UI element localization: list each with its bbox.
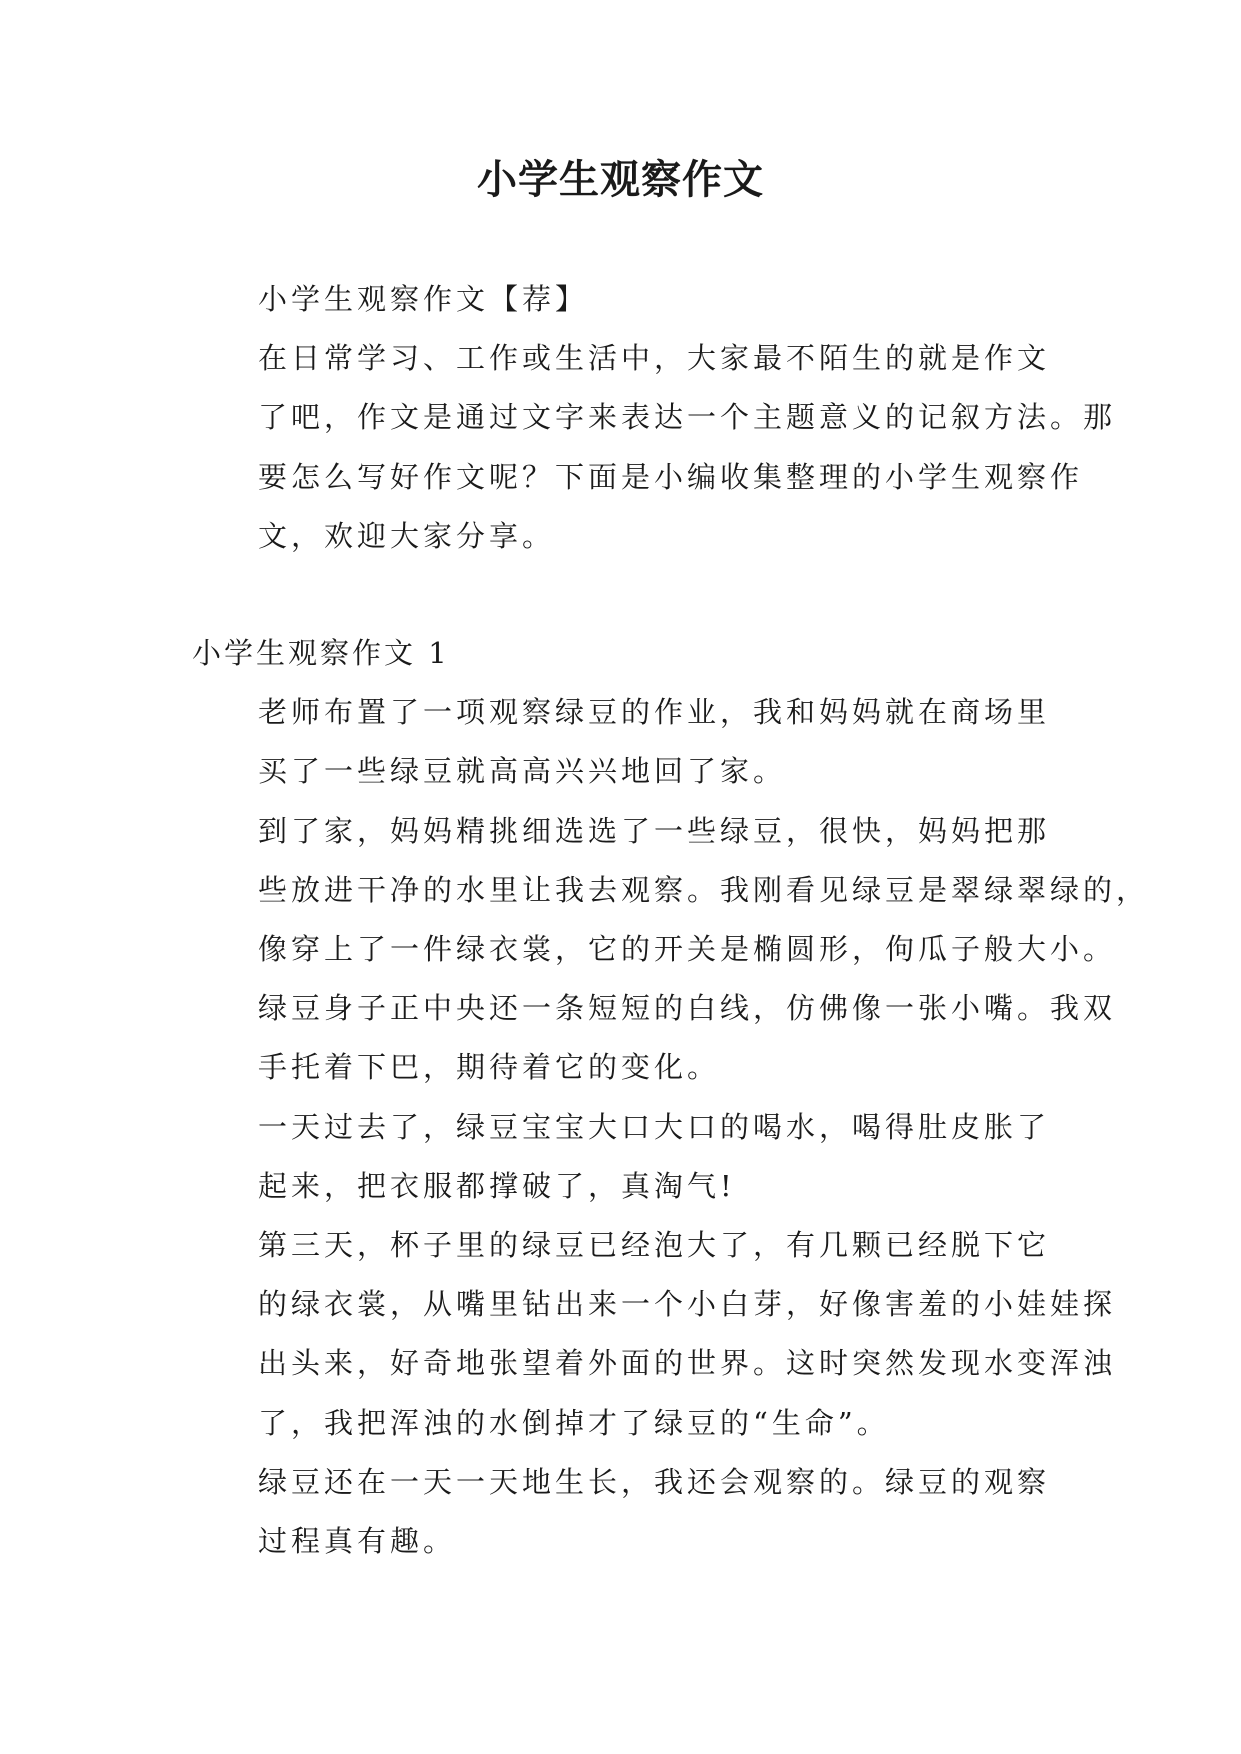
section-heading: 小学生观察作文 1 [192, 636, 450, 671]
text-line: 在日常学习、工作或生活中，大家最不陌生的就是作文 [258, 341, 1051, 376]
text-line: 像穿上了一件绿衣裳，它的开关是椭圆形，佝瓜子般大小。 [258, 932, 1117, 967]
text-line: 一天过去了，绿豆宝宝大口大口的喝水，喝得肚皮胀了 [258, 1109, 1051, 1144]
text-line: 的绿衣裳，从嘴里钻出来一个小白芽，好像害羞的小娃娃探 [258, 1287, 1117, 1322]
text-line: 第三天，杯子里的绿豆已经泡大了，有几颗已经脱下它 [258, 1228, 1051, 1263]
text-line: 文，欢迎大家分享。 [258, 518, 556, 553]
text-line: 过程真有趣。 [258, 1524, 457, 1559]
text-line: 些放进干净的水里让我去观察。我刚看见绿豆是翠绿翠绿的， [258, 872, 1150, 907]
body-paragraph [192, 802, 1150, 1098]
text-line: 手托着下巴，期待着它的变化。 [258, 1050, 721, 1085]
body-paragraph [192, 1453, 1052, 1571]
body-paragraph [192, 1098, 1052, 1216]
body-paragraph [192, 683, 1052, 801]
text-line: 起来，把衣服都撑破了，真淘气! [258, 1168, 736, 1203]
body-paragraph [192, 1216, 1117, 1453]
intro-paragraph [192, 329, 1117, 566]
text-line: 要怎么写好作文呢？下面是小编收集整理的小学生观察作 [258, 459, 1084, 494]
text-line: 绿豆身子正中央还一条短短的白线，仿佛像一张小嘴。我双 [258, 991, 1117, 1026]
text-line: 老师布置了一项观察绿豆的作业，我和妈妈就在商场里 [258, 695, 1051, 730]
document-body [192, 270, 1150, 1571]
text-line: 了吧，作文是通过文字来表达一个主题意义的记叙方法。那 [258, 400, 1117, 435]
document-title: 小学生观察作文 [477, 156, 764, 203]
text-line: 出头来，好奇地张望着外面的世界。这时突然发现水变浑浊 [258, 1346, 1117, 1381]
text-line: 了，我把浑浊的水倒掉才了绿豆的“生命”。 [258, 1405, 890, 1440]
document-subtitle: 小学生观察作文【荐】 [258, 282, 589, 316]
text-line: 到了家，妈妈精挑细选选了一些绿豆，很快，妈妈把那 [258, 813, 1051, 848]
text-line: 买了一些绿豆就高高兴兴地回了家。 [258, 754, 787, 789]
text-line: 绿豆还在一天一天地生长，我还会观察的。绿豆的观察 [258, 1464, 1051, 1499]
